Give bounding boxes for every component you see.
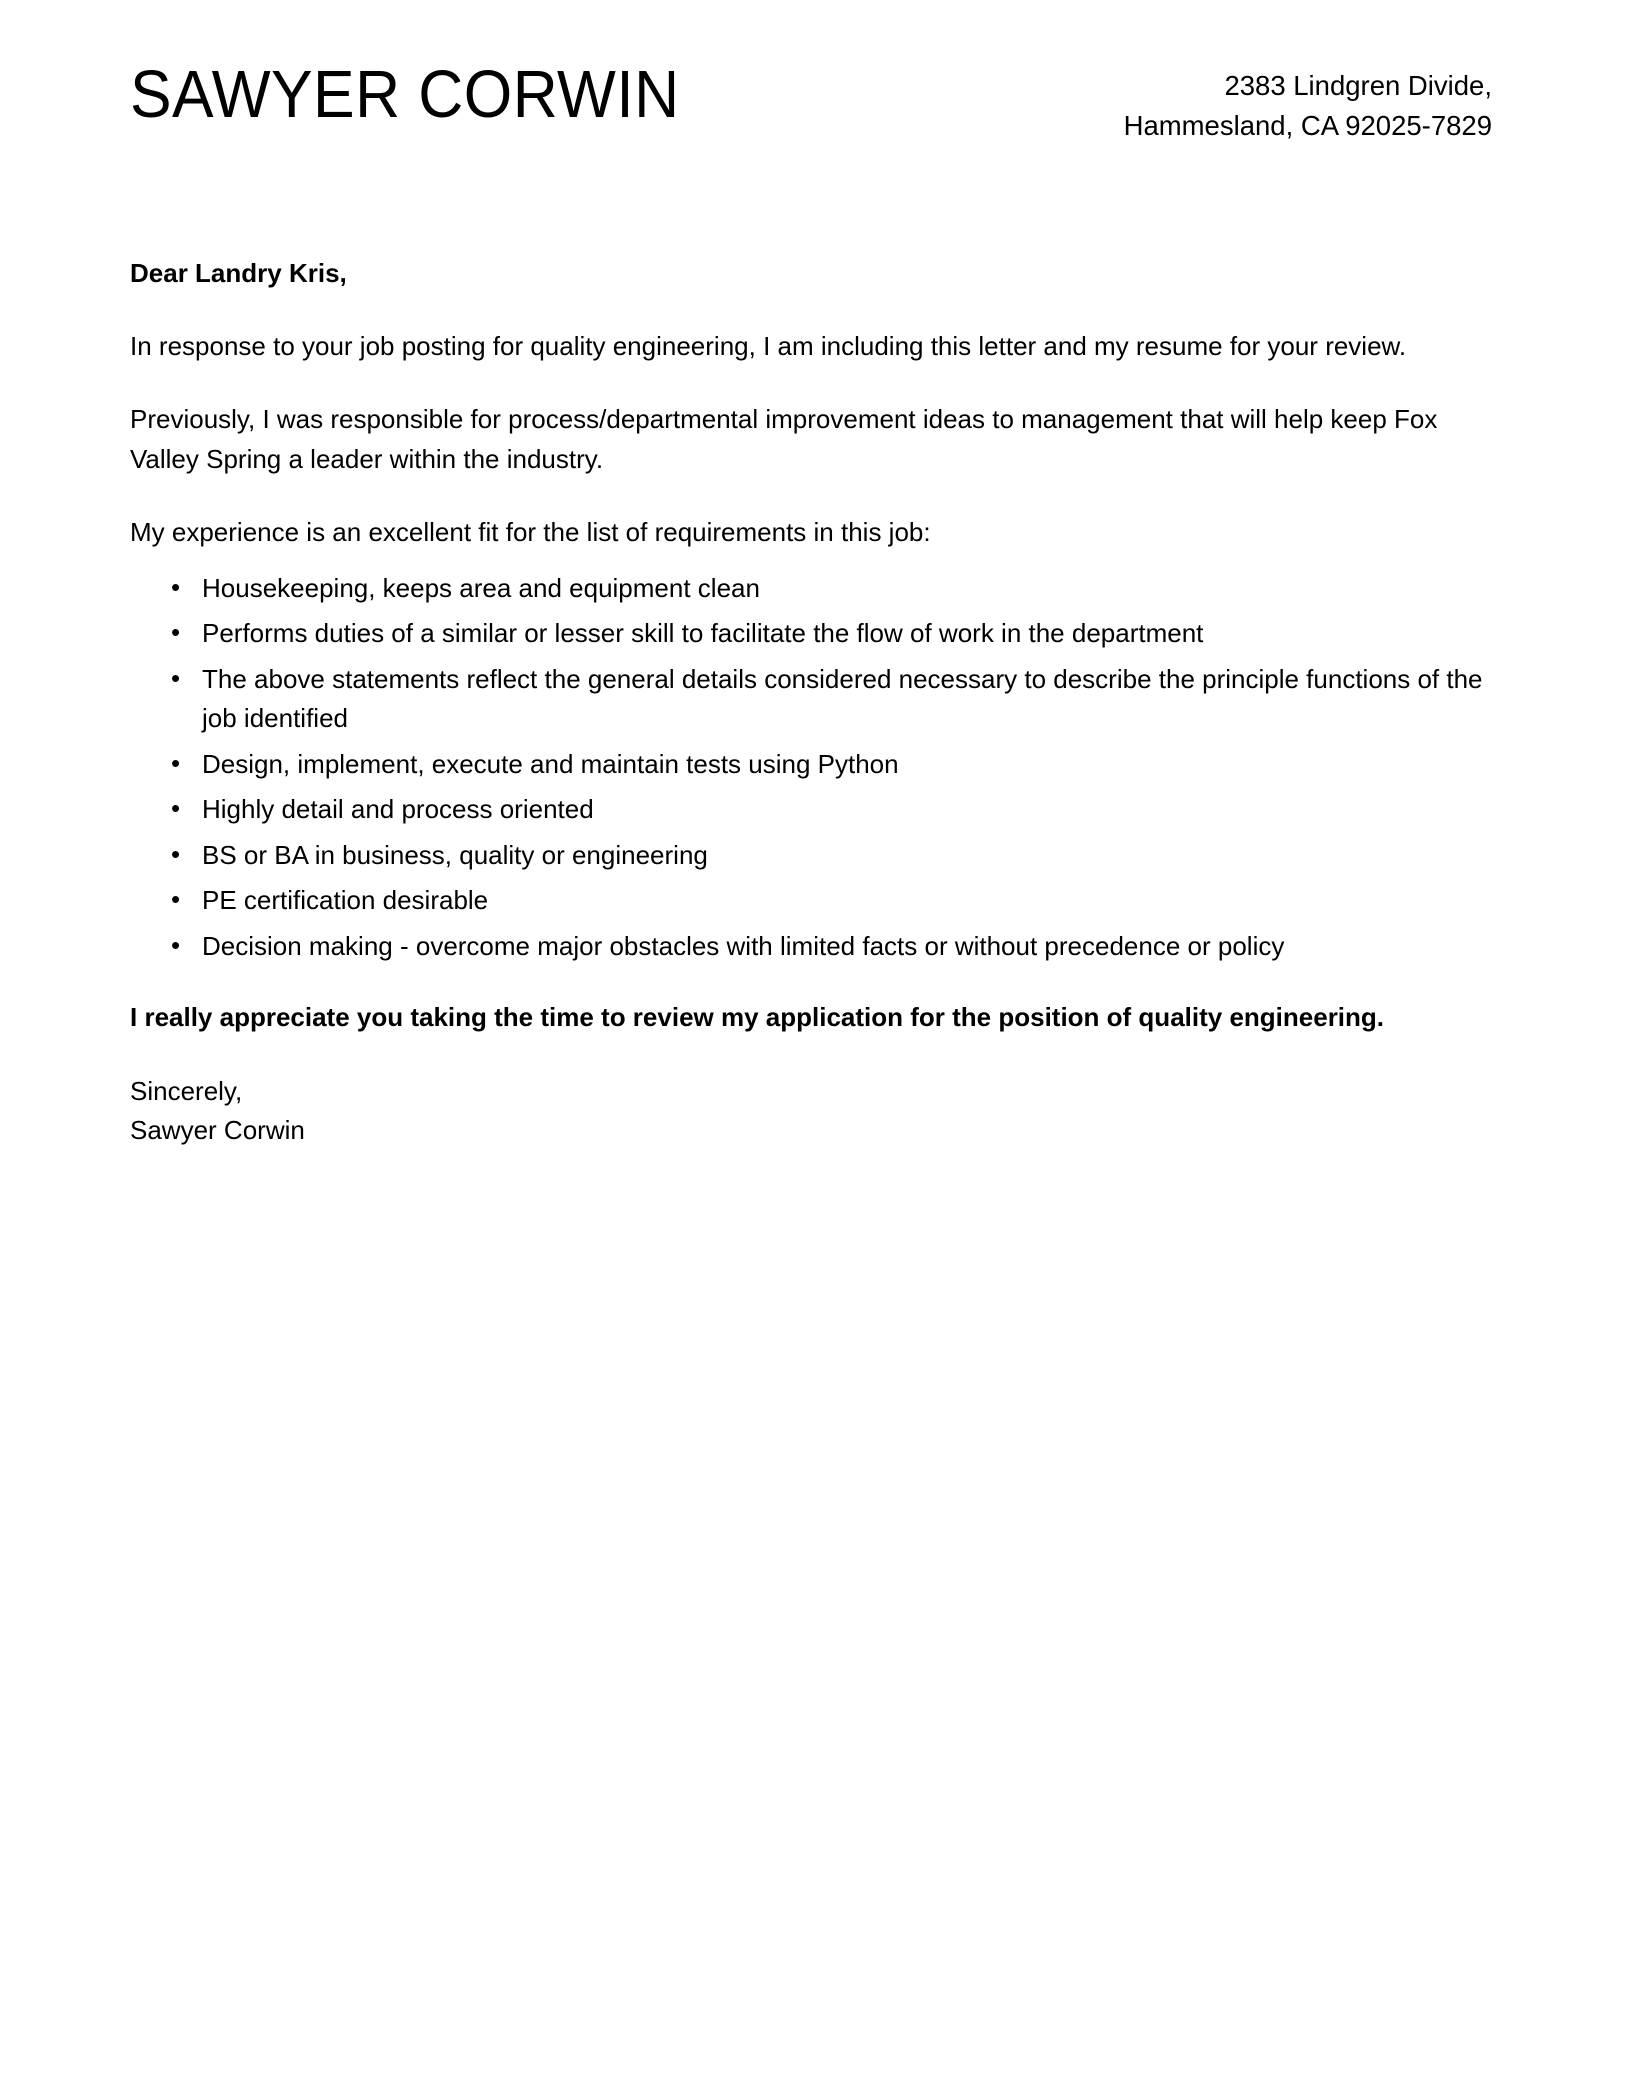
list-item: • BS or BA in business, quality or engineering: [168, 836, 1500, 876]
list-item: • Design, implement, execute and maintain tests using Python: [168, 745, 1500, 785]
valediction: Sincerely,: [130, 1075, 243, 1106]
signature-name: Sawyer Corwin: [130, 1115, 305, 1146]
list-item: • Highly detail and process oriented: [168, 790, 1500, 830]
list-item: • The above statements reflect the general details considered necessary to describe the principle functions of the job identified: [168, 660, 1500, 739]
salutation: Dear Landry Kris,: [130, 257, 347, 288]
requirements-intro: My experience is an excellent fit for the list of requirements in this job:: [130, 517, 931, 548]
letter-header: [0, 0, 1632, 147]
list-item: • Performs duties of a similar or lesser skill to facilitate the flow of work in the department: [168, 614, 1500, 654]
list-item: • PE certification desirable: [168, 881, 1500, 921]
signature-block: [130, 1072, 1500, 1151]
list-item: • Decision making - overcome major obstacles with limited facts or without precedence or policy: [168, 927, 1500, 967]
body-paragraph-1: In response to your job posting for quality engineering, I am including this letter and my resume for your review.: [130, 330, 1407, 361]
page-title: SAWYER CORWIN: [130, 57, 680, 132]
body-paragraph-2: Previously, I was responsible for process/departmental improvement ideas to management that will help keep Fox Valley Spring a leader within the industry.: [130, 404, 1438, 474]
list-item: • Housekeeping, keeps area and equipment clean: [168, 569, 1500, 609]
letter-body: [0, 255, 1632, 1151]
address-line-1: 2383 Lindgren Divide,: [1224, 70, 1492, 101]
address-line-2: Hammesland, CA 92025-7829: [1123, 110, 1492, 142]
closing-statement: I really appreciate you taking the time to review my application for the position of quality engineering.: [130, 1002, 1385, 1033]
requirements-list: [130, 569, 1500, 967]
sender-address-block: [1124, 52, 1492, 147]
